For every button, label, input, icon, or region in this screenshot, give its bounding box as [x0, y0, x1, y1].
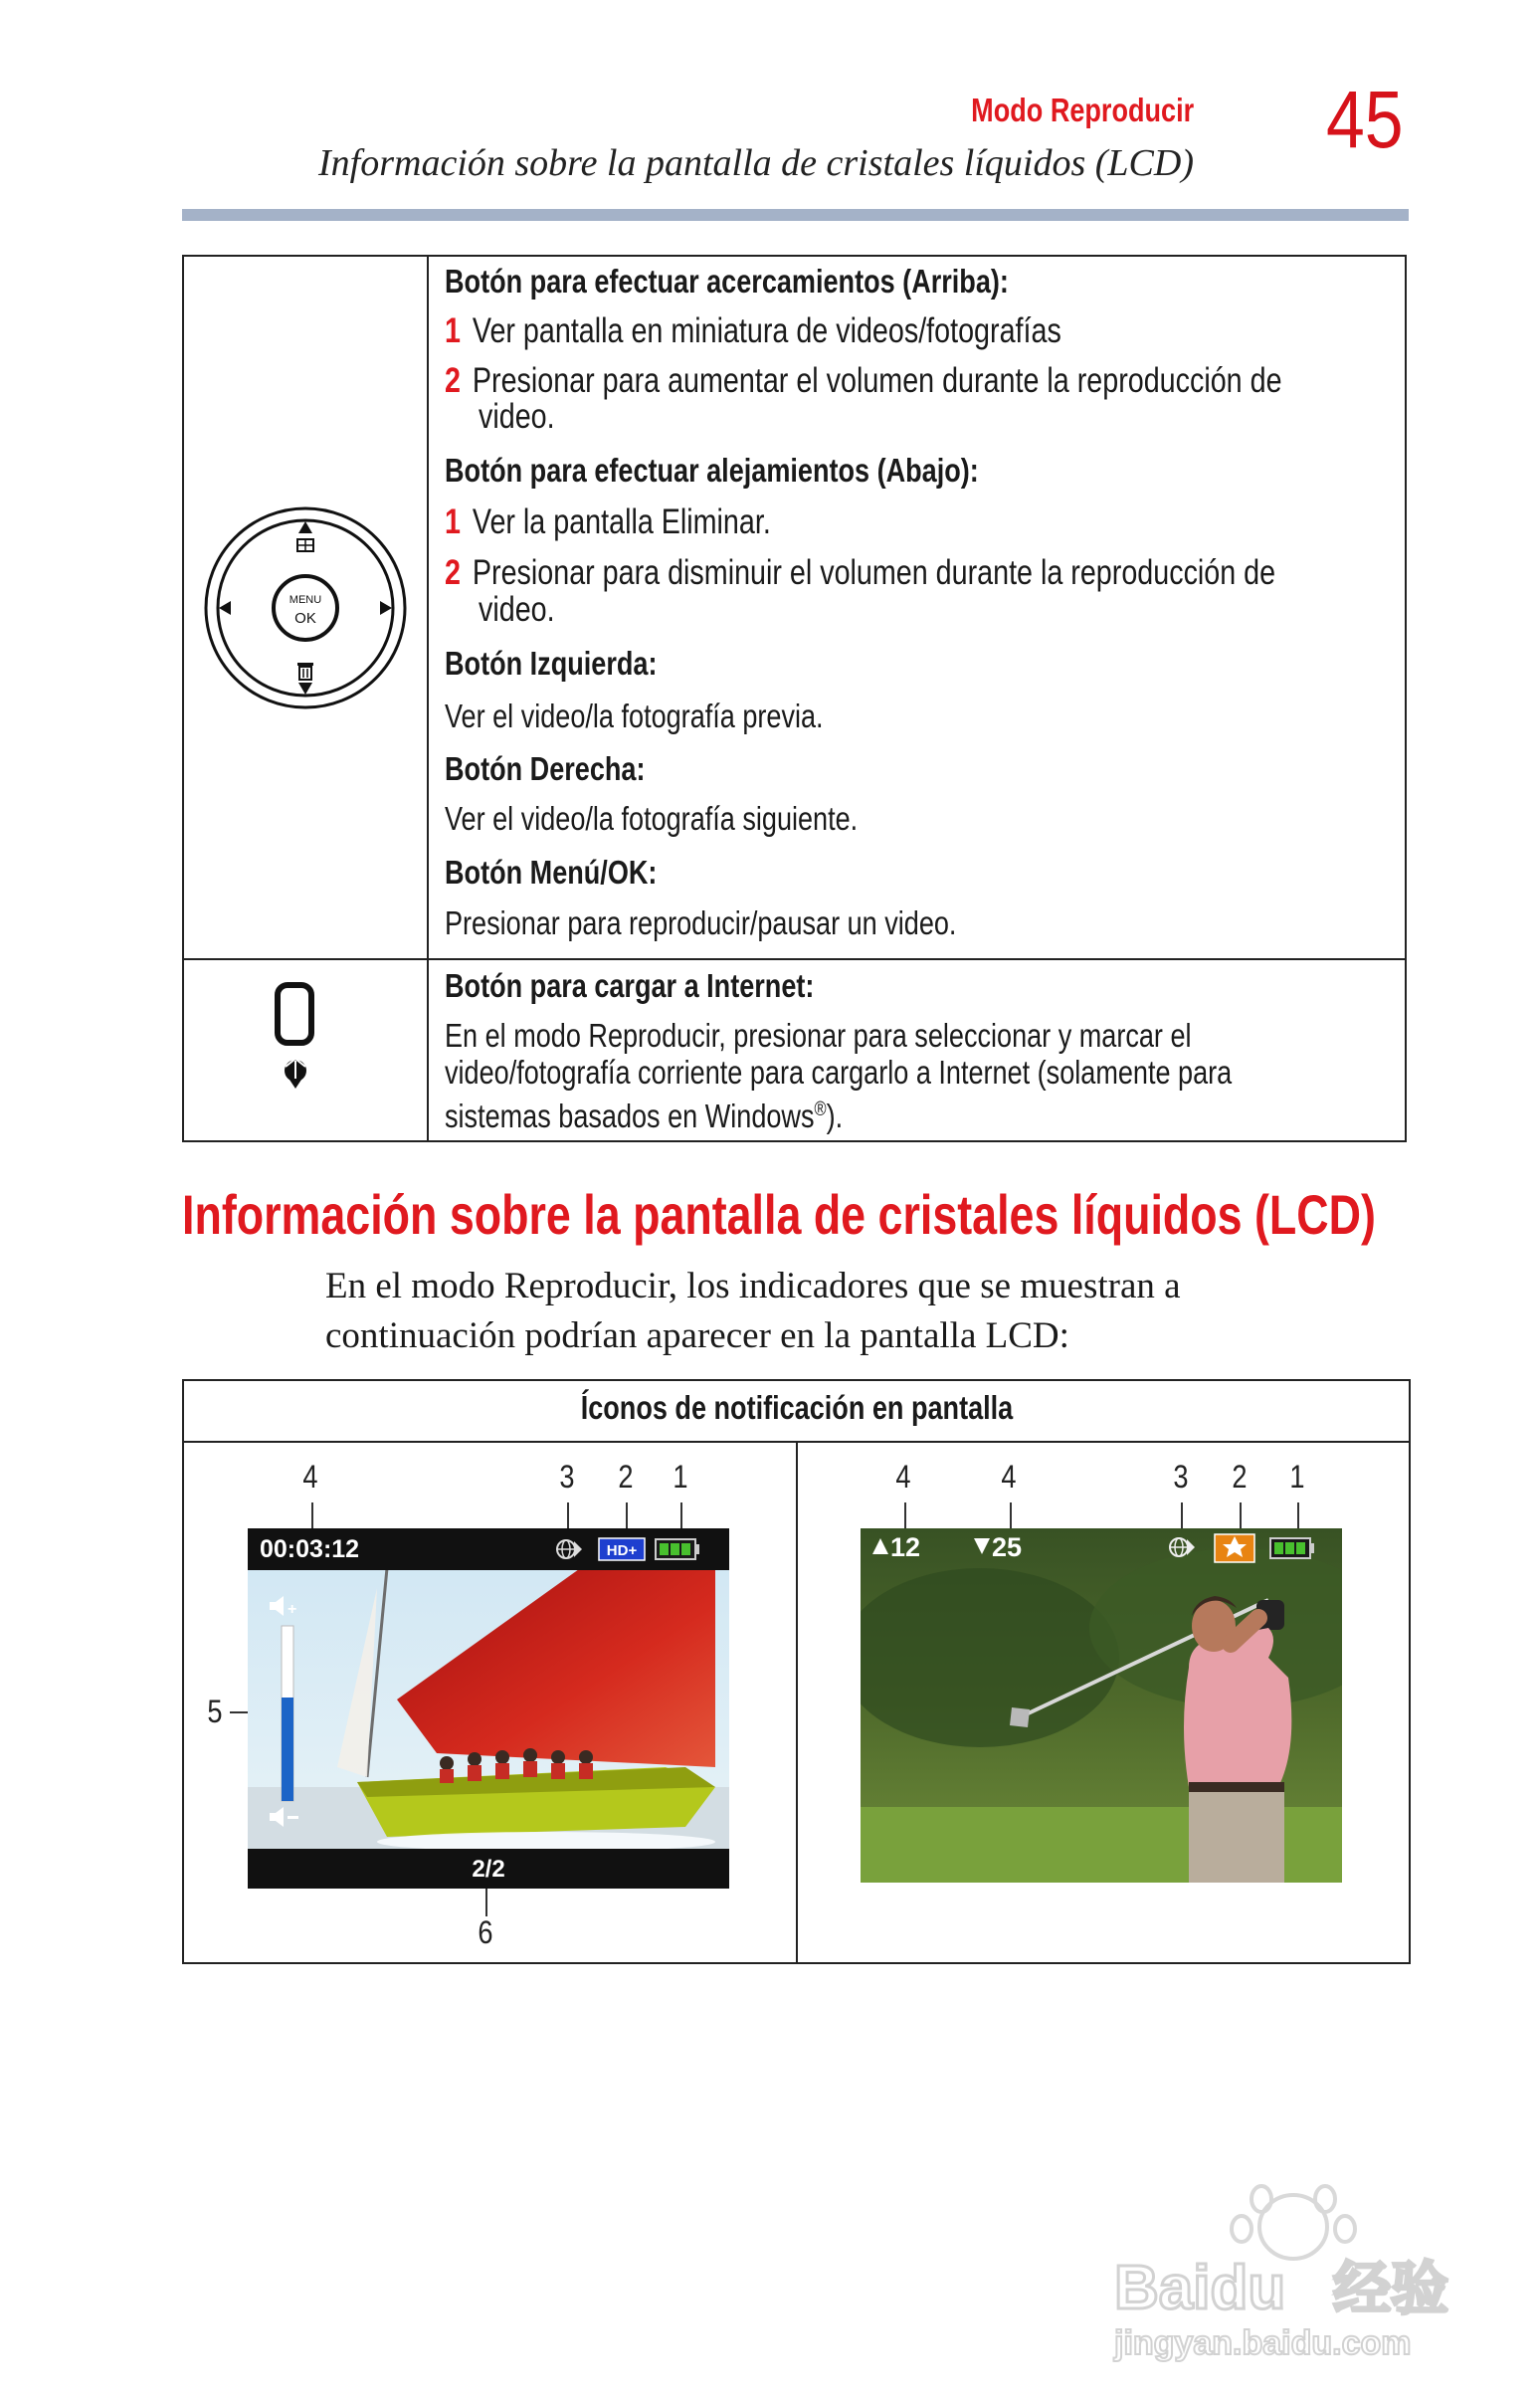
list-item: 1 Ver pantalla en miniatura de videos/fotografías — [445, 311, 1061, 350]
callout-line — [1297, 1502, 1299, 1528]
watermark-suffix: 经验 — [1333, 2255, 1449, 2322]
table-divider — [796, 1441, 798, 1962]
menu-ok-heading: Botón Menú/OK: — [445, 854, 658, 891]
zoom-out-heading: Botón para efectuar alejamientos (Abajo): — [445, 452, 979, 489]
callout-label: 2 — [1232, 1459, 1248, 1495]
controls-table — [182, 255, 1407, 1142]
battery-icon — [1270, 1538, 1314, 1558]
right-button-heading: Botón Derecha: — [445, 750, 646, 787]
callout-line — [1240, 1502, 1242, 1528]
dpad-menu-label: MENU — [289, 594, 322, 606]
dpad-ok-label: OK — [294, 610, 316, 627]
callout-line — [1181, 1502, 1183, 1528]
table-divider — [184, 958, 1405, 960]
callout-label: 3 — [1173, 1459, 1189, 1495]
callout-label: 1 — [1289, 1459, 1305, 1495]
callout-line — [626, 1502, 628, 1528]
watermark-brand: Baidu — [1114, 2254, 1286, 2322]
upload-text-line: sistemas basados en Windows®). — [445, 1098, 844, 1134]
quality-stars-icon — [1215, 1534, 1254, 1562]
volume-slider-level — [282, 1698, 293, 1801]
callout-label: 2 — [618, 1459, 634, 1495]
battery-icon — [656, 1539, 699, 1559]
header-subtitle: Información sobre la pantalla de cristales líquidos (LCD) — [318, 142, 1194, 184]
upload-heading: Botón para cargar a Internet: — [445, 967, 815, 1004]
header-section-title: Modo Reproducir — [971, 92, 1194, 128]
list-item-continued: video. — [479, 590, 555, 629]
lcd-screen-photo — [861, 1528, 1342, 1883]
callout-label: 1 — [673, 1459, 688, 1495]
section-title: Información sobre la pantalla de cristales líquidos (LCD) — [182, 1183, 1376, 1246]
svg-text:25: 25 — [992, 1532, 1023, 1562]
list-item: 2 Presionar para aumentar el volumen durante la reproducción de — [445, 361, 1282, 400]
callout-line — [904, 1502, 906, 1528]
resolution-label: HD+ — [606, 1542, 638, 1559]
baidu-watermark-logo — [1094, 2179, 1492, 2368]
right-button-text: Ver el video/la fotografía siguiente. — [445, 800, 859, 837]
svg-text:12: 12 — [890, 1532, 921, 1562]
icons-table-header: Íconos de notificación en pantalla — [580, 1389, 1013, 1426]
intro-paragraph: En el modo Reproducir, los indicadores que se muestran a continuación podrían aparecer en la pantalla LCD: — [325, 1266, 1181, 1356]
callout-line — [680, 1502, 682, 1528]
callout-label: 4 — [895, 1459, 911, 1495]
svg-text:+: + — [288, 1601, 297, 1618]
page-number: 45 — [1326, 75, 1404, 165]
callout-label: 4 — [302, 1459, 318, 1495]
watermark-url: jingyan.baidu.com — [1114, 2324, 1412, 2362]
callout-line — [485, 1889, 487, 1916]
callout-line — [567, 1502, 569, 1528]
left-button-heading: Botón Izquierda: — [445, 645, 658, 682]
callout-label: 4 — [1001, 1459, 1017, 1495]
callout-line — [1010, 1502, 1012, 1528]
upload-button-icon — [272, 981, 331, 1091]
list-item: 2 Presionar para disminuir el volumen durante la reproducción de — [445, 553, 1276, 592]
upload-text-line: En el modo Reproducir, presionar para seleccionar y marcar el — [445, 1017, 1192, 1054]
table-divider — [427, 257, 429, 1140]
icons-table — [182, 1379, 1411, 1964]
callout-label: 5 — [207, 1694, 223, 1729]
callout-label: 3 — [559, 1459, 575, 1495]
elapsed-time: 00:03:12 — [260, 1535, 360, 1563]
left-button-text: Ver el video/la fotografía previa. — [445, 698, 824, 734]
file-counter: 2/2 — [472, 1856, 505, 1883]
callout-line — [311, 1502, 313, 1528]
dpad-icon — [201, 503, 410, 712]
header-rule — [182, 209, 1409, 221]
menu-ok-text: Presionar para reproducir/pausar un video. — [445, 904, 957, 941]
lcd-screen-video — [248, 1528, 729, 1889]
upload-text-line: video/fotografía corriente para cargarlo a Internet (solamente para — [445, 1054, 1233, 1091]
callout-label: 6 — [478, 1914, 493, 1950]
list-item: 1 Ver la pantalla Eliminar. — [445, 502, 771, 541]
registered-mark: ® — [814, 1099, 827, 1120]
list-item-continued: video. — [479, 397, 555, 436]
zoom-in-heading: Botón para efectuar acercamientos (Arriba): — [445, 263, 1009, 300]
